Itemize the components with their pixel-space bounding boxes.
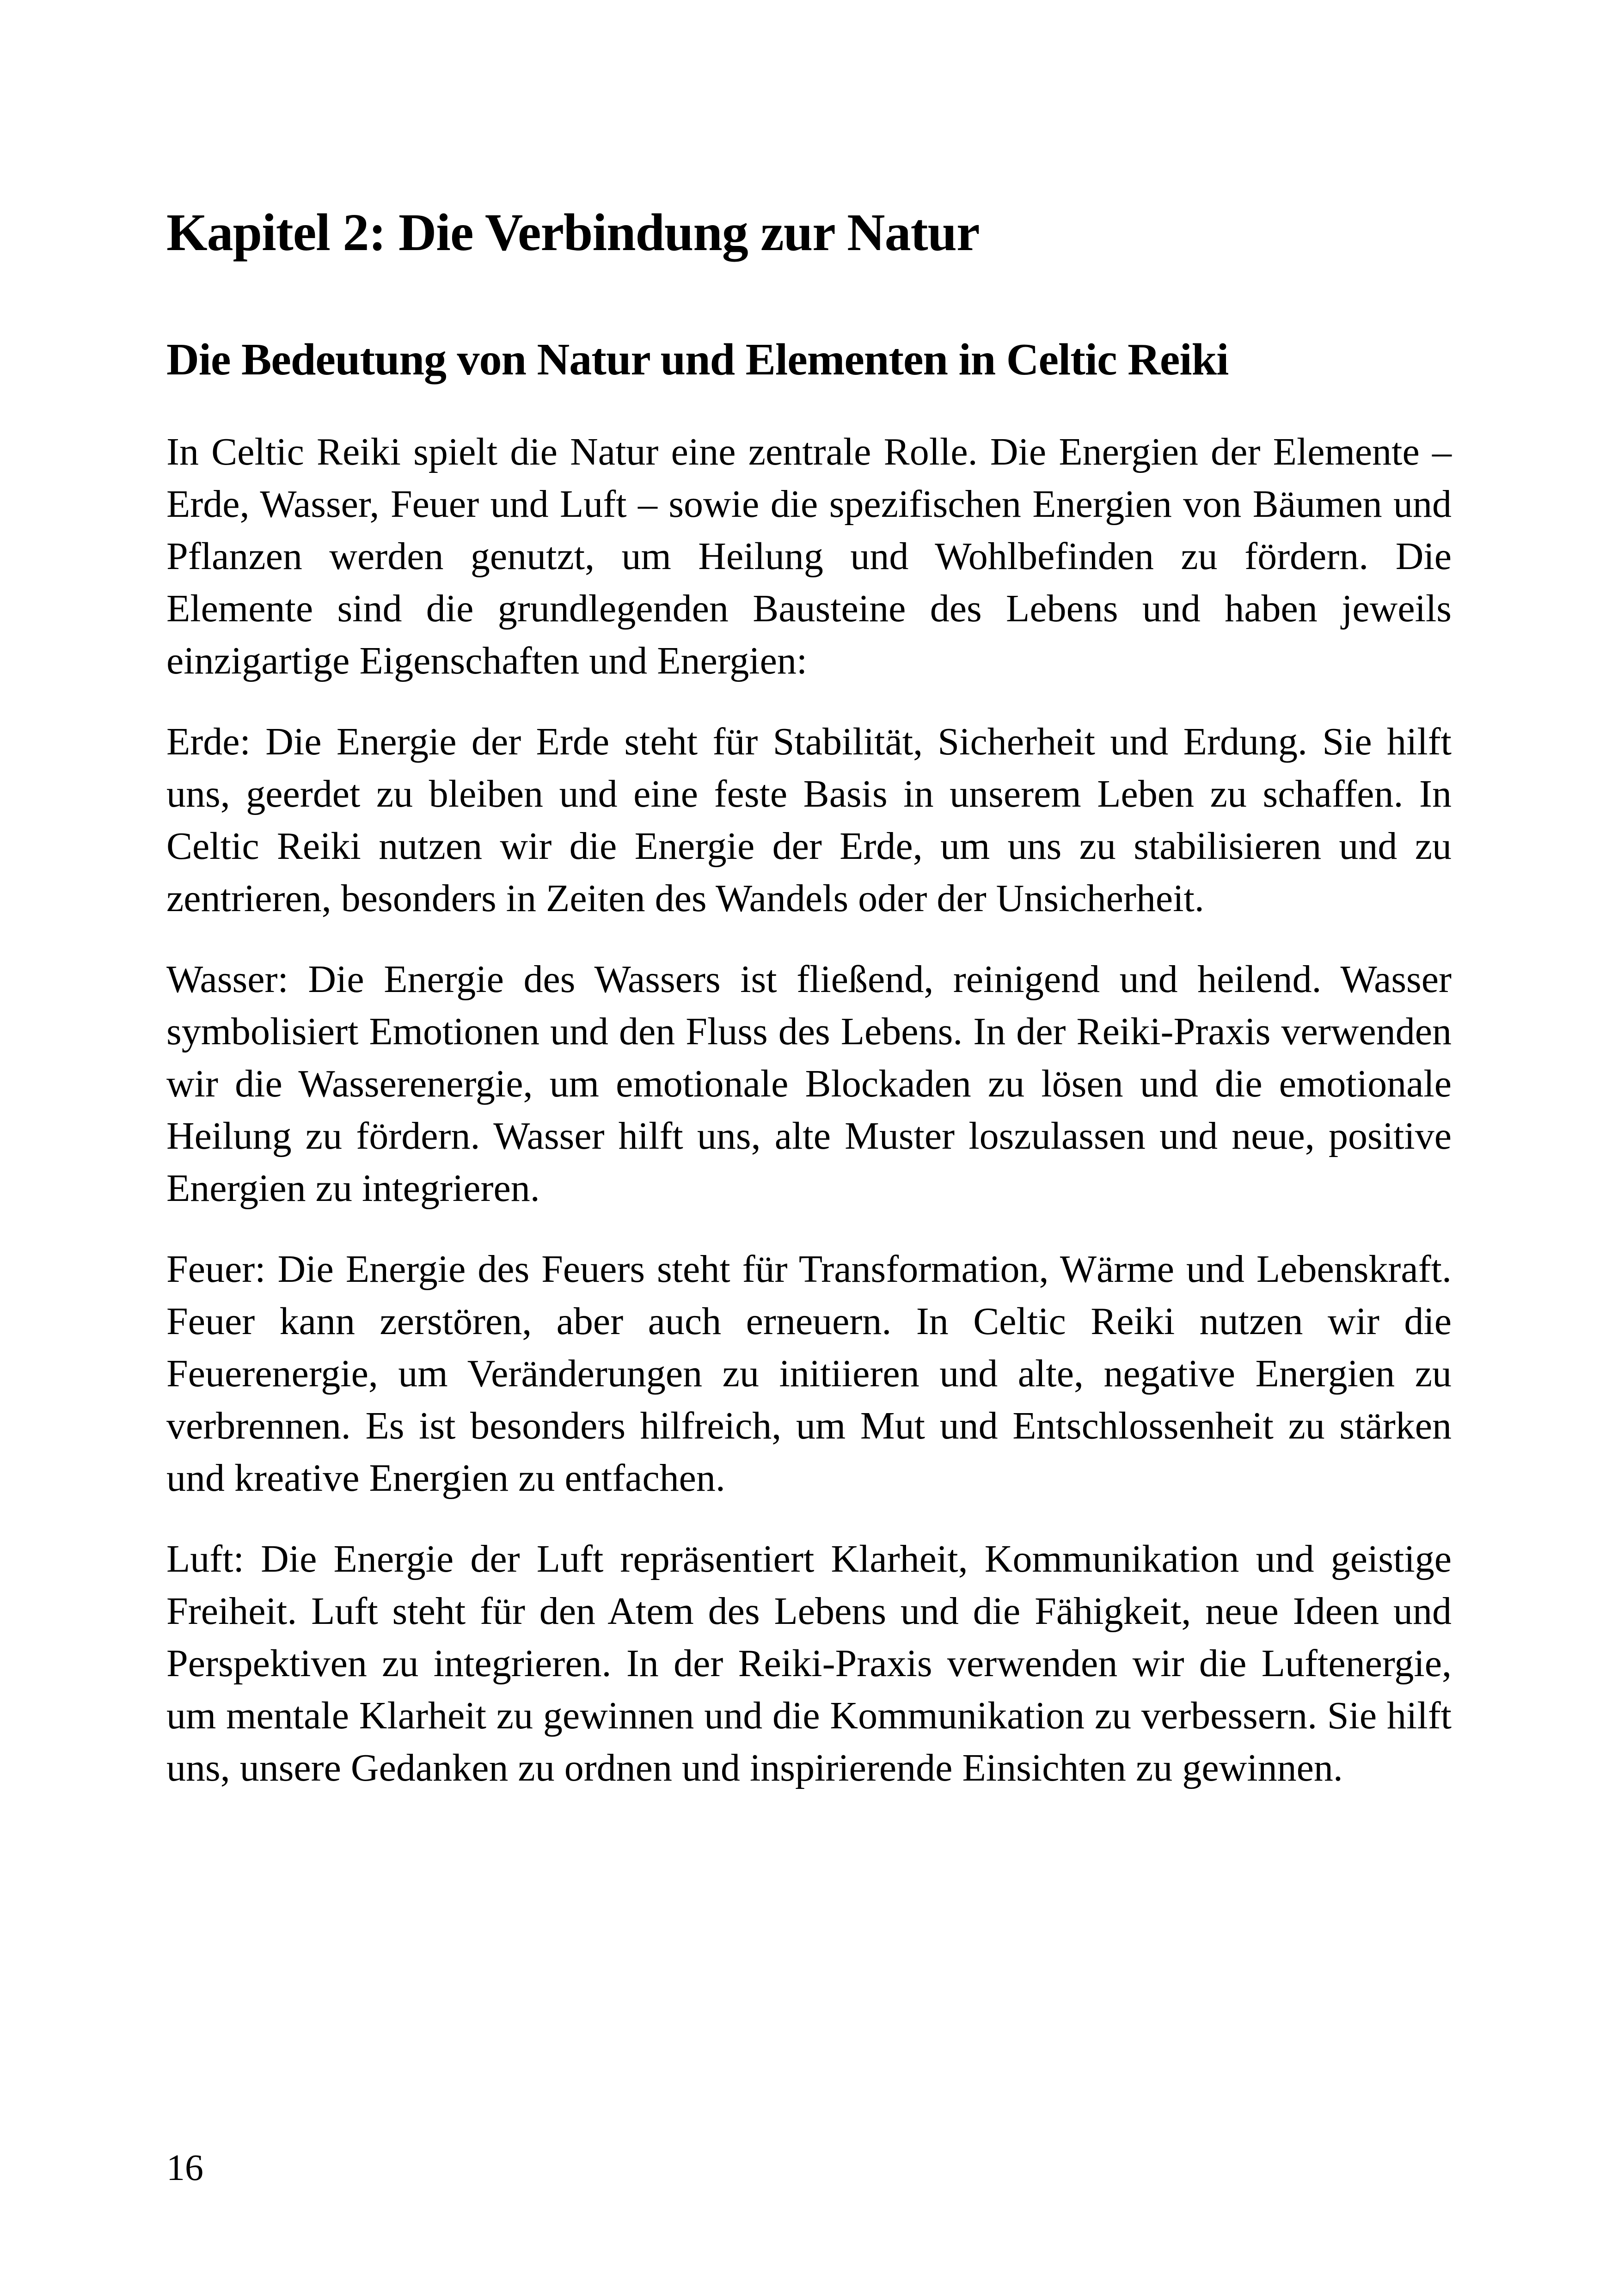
text-block bbox=[166, 0, 1452, 1794]
chapter-title: Kapitel 2: Die Verbindung zur Natur bbox=[166, 203, 980, 262]
paragraph-luft: Luft: Die Energie der Luft repräsentiert Klarheit, Kommunikation und geistige Freiheit. Luft steht für den Atem des Lebens und die Fähigkeit, neue Ideen und Perspektiven zu integrieren. In der Reiki-Praxis verwenden wir die Luftenergie, um mentale Klarheit zu gewinnen und die Kommunikation zu verbessern. Sie hilft uns, unsere Gedanken zu ordnen und inspirierende Einsichten zu gewinnen. bbox=[166, 1537, 1452, 1790]
paragraph-feuer: Feuer: Die Energie des Feuers steht für Transformation, Wärme und Lebenskraft. Feuer kann zerstören, aber auch erneuern. In Celtic Reiki nutzen wir die Feuerenergie, um Veränderungen zu initiieren und alte, negative Energien zu verbrennen. Es ist besonders hilfreich, um Mut und Entschlossenheit zu stärken und kreative Energien zu entfachen. bbox=[166, 1248, 1452, 1500]
paragraph-wasser: Wasser: Die Energie des Wassers ist fließend, reinigend und heilend. Wasser symbolisiert Emotionen und den Fluss des Lebens. In der Reiki-Praxis verwenden wir die Wasserenergie, um emotionale Blockaden zu lösen und die emotionale Heilung zu fördern. Wasser hilft uns, alte Muster loszulassen und neue, positive Energien zu integrieren. bbox=[166, 958, 1452, 1210]
paragraph-erde: Erde: Die Energie der Erde steht für Stabilität, Sicherheit und Erdung. Sie hilft uns, geerdet zu bleiben und eine feste Basis in unserem Leben zu schaffen. In Celtic Reiki nutzen wir die Energie der Erde, um uns zu stabilisieren und zu zentrieren, besonders in Zeiten des Wandels oder der Unsicherheit. bbox=[166, 720, 1452, 920]
page-number: 16 bbox=[166, 2148, 203, 2188]
section-heading: Die Bedeutung von Natur und Elementen in Celtic Reiki bbox=[166, 335, 1229, 385]
paragraph-intro: In Celtic Reiki spielt die Natur eine zentrale Rolle. Die Energien der Elemente – Erde, Wasser, Feuer und Luft – sowie die spezifischen Energien von Bäumen und Pflanzen werden genutzt, um Heilung und Wohlbefinden zu fördern. Die Elemente sind die grundlegenden Bausteine des Lebens und haben jeweils einzigartige Eigenschaften und Energien: bbox=[166, 430, 1452, 683]
